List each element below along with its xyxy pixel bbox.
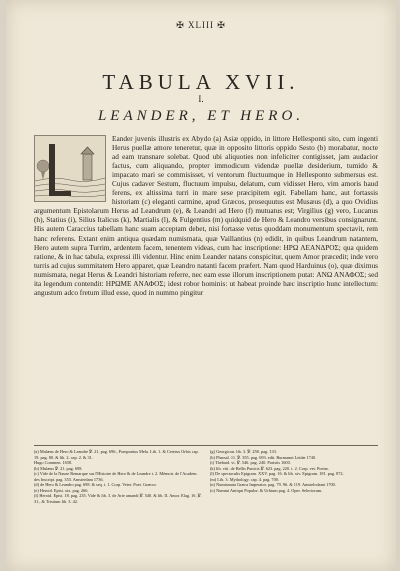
page-number: ✠ XLIII ✠ — [176, 20, 226, 30]
footnote: (e) Heroid. Epist. xix. pag. 266. — [34, 487, 89, 493]
body-paragraph: Eander juvenis illustris ex Abydo (a) Asiæ oppido, in littore Hellesponti sito, cum ingenti Herus puellæ amore teneretur, quæ in opposito littoris oppido Sesto (b) morabatur, nocte ad eam transnare solebat. Quod ubi aliquoties non infeliciter contigisset, jam audacior factus, cum aliquando, propter immodicum videndæ puellæ desiderium, tumido & impacato mari se commisisset, vi ventorum fluctuumque in Hellesponto submersus est. Cujus cadaver Sestum, fluctuum impulsu, delatum, cum vidisset Hero, vim amoris haud ferens, ex altissima turri in mare sese præcipitem egit. Fabellam hanc, aut fortassis historiam (c) eleganti carmine, apud Græcos, prosequutus est Musæus (d), a quo Ovidius argumentum Epistolarum Herus ad Leandrum (e), & Leandri ad Hero (f) mutuatus est; Virgilius (g) vero, Lucanus (h), Statius (i), Silius Italicus (k), Martialis (l), & Fulgentius (m) quidquid de Hero & Leandro versibus consignarunt. His autem Caraccius tabellam hanc suam acceptam debet, nisi fortasse vetus quoddam monumentum spectavit, rem hanc referens. Extant enim antiqua quædam numismata, quæ Vaillantius (n) edidit, in quibus Leandrum natantem, Hero autem supra Turrim, ardentem facem, tenentem videas, cum hac inscriptione: ΗΡΩ ΛΕΑΝΔΡΟΣ; qua quidem ratione, & in hac tabula, expressi illi videntur. Hinc enim Leander natans conspicitur, quem Amor præcedit; inde vero turris ad cujus summitatem Hero apparet, quæ Leandro natanti facem præfert. Nam quod Harduinus (o), quæ diximus numismata, negat Herus & Leandri historiam referre, nec eam esse illorum inscriptionem putat: ΑΝΩ ΑΝΑΦΟΣ; sed ita legendum contendit: ΗΡΩΜΕ ΑΝΑΦΟΣ; idest robor hominis: ut habeat proinde hæc inscriptio hunc intellectum: angustum adco fretum illud esse, quod in nummo pingitur — [34, 134, 378, 297]
footnote: (o) Nummi Antiqui Populor. & Urbium pag. 4. Oper. Selectorum. — [210, 487, 323, 493]
footnotes-right-column — [210, 449, 378, 504]
body-text — [34, 134, 378, 297]
footnote: (l) De spectaculis Epigram. XXV. pag. 16. & lib. xiv. Epigram. 181. pag. 872. — [210, 471, 344, 476]
footnote: (d) de Hero & Leandro pag. 698. & seq. t. 1. Corp. Veter. Poet. Græcor. — [34, 482, 157, 487]
plate-title: TABULA XVII. — [102, 70, 300, 94]
footnote: (n) Numismata Græca Imperator. pag. 79. 96. & 119. Amstelodami 1700. — [210, 482, 336, 487]
footnote: (i) Thebaid. vi. ℣. 546. pag. 240. Parisiis 1600. — [210, 460, 291, 465]
footnotes-left-column — [34, 449, 202, 504]
footnote: (g) Georgicon. lib. 3. ℣. 258. pag. 133. — [210, 449, 277, 454]
footnote: (c) Vide de la Nauze Remarque sur l'Histoire de Hero & de Leandre t. 2. Mémoir. de l'Academ. des Inscript. pag. 353. Amsterdam 1736. — [34, 471, 198, 482]
initial-placeholder — [34, 134, 106, 202]
footnotes — [34, 449, 378, 504]
footnote: (b) Mulæus ℣. 21. pag. 698. — [34, 465, 83, 471]
footnote: (k) lib. viii. de Bellis Punicis ℣. 623. pag. 220. t. 2. Corp. vet. Poetar. — [210, 465, 329, 471]
section-numeral: I. — [198, 94, 204, 104]
book-page — [6, 0, 396, 571]
footnote: (a) Mulæus de Hero & Leandre ℣. 21. pag. 696., Pomponius Mela. Lib. 1. & Ceterus Orbis cap. 19. pag. 80. & lib. 2. cap. 2. & 31. — [34, 449, 199, 460]
footnote-rule — [34, 445, 378, 446]
footnote: (m) Lib. 3. Mythology. cap. 4. pag. 700. — [210, 476, 279, 482]
footnote: Hugo Commen. 1658. — [34, 460, 73, 465]
footnote: (h) Pharsal. 11. ℣. 355. pag. 693. edit. Burmanni Leidæ 1740. — [210, 454, 317, 460]
section-subtitle: LEANDER, ET HERO. — [97, 108, 305, 124]
footnote: (f) Heroid. Epist. 18. pag. 235. Vide & lib. 3. de Arte amandi ℣. 540. & lib. II. Amor. Elag. 16. ℣. 31., & Tristium lib. 3. 42. — [34, 493, 202, 504]
